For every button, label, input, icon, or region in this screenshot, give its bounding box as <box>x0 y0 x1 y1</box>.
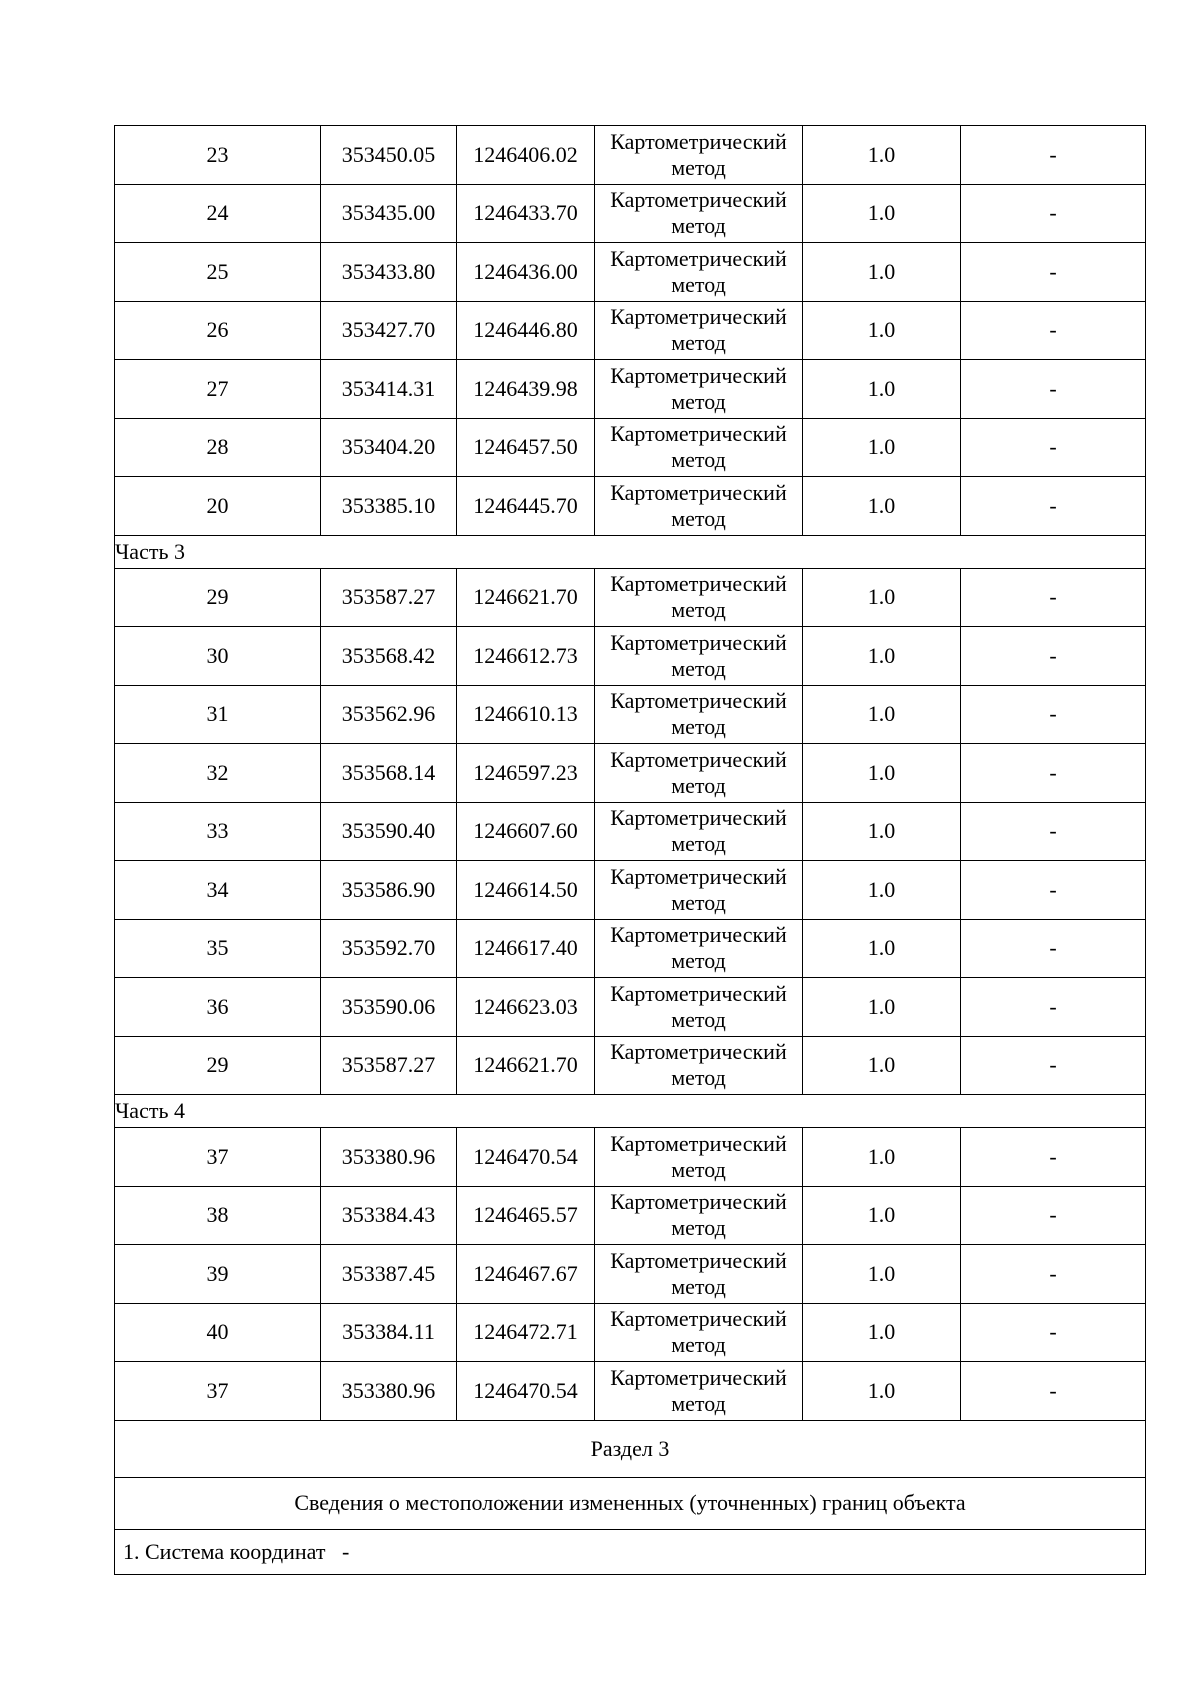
method-line-1: Картометрический <box>610 1306 787 1332</box>
method-line-2: метод <box>671 1065 726 1091</box>
description-cell: - <box>961 568 1146 627</box>
point-number-cell: 39 <box>115 1245 321 1304</box>
x-coordinate-cell: 353568.14 <box>321 744 457 803</box>
accuracy-cell: 1.0 <box>803 126 961 185</box>
accuracy-cell: 1.0 <box>803 1186 961 1245</box>
section-title: Раздел 3 <box>115 1420 1146 1477</box>
y-coordinate-cell: 1246623.03 <box>457 978 595 1037</box>
point-number-cell: 20 <box>115 477 321 536</box>
method-cell <box>595 744 803 803</box>
method-line-2: метод <box>671 213 726 239</box>
table-row <box>115 184 1146 243</box>
table-row <box>115 978 1146 1037</box>
y-coordinate-cell: 1246467.67 <box>457 1245 595 1304</box>
accuracy-cell: 1.0 <box>803 1245 961 1304</box>
method-line-2: метод <box>671 154 726 180</box>
method-line-1: Картометрический <box>610 688 787 714</box>
x-coordinate-cell: 353384.11 <box>321 1303 457 1362</box>
x-coordinate-cell: 353587.27 <box>321 568 457 627</box>
method-line-1: Картометрический <box>610 479 787 505</box>
method-line-1: Картометрический <box>610 1364 787 1390</box>
y-coordinate-cell: 1246439.98 <box>457 360 595 419</box>
point-number-cell: 29 <box>115 568 321 627</box>
method-cell <box>595 126 803 185</box>
point-number-cell: 30 <box>115 627 321 686</box>
y-coordinate-cell: 1246433.70 <box>457 184 595 243</box>
method-line-2: метод <box>671 714 726 740</box>
table-row <box>115 568 1146 627</box>
method-line-2: метод <box>671 831 726 857</box>
y-coordinate-cell: 1246610.13 <box>457 685 595 744</box>
description-cell: - <box>961 243 1146 302</box>
y-coordinate-cell: 1246436.00 <box>457 243 595 302</box>
section-block <box>115 1420 1146 1574</box>
description-cell: - <box>961 919 1146 978</box>
method-line-2: метод <box>671 655 726 681</box>
method-cell <box>595 418 803 477</box>
table-row <box>115 1186 1146 1245</box>
x-coordinate-cell: 353586.90 <box>321 861 457 920</box>
method-line-2: метод <box>671 597 726 623</box>
method-line-1: Картометрический <box>610 245 787 271</box>
y-coordinate-cell: 1246472.71 <box>457 1303 595 1362</box>
x-coordinate-cell: 353435.00 <box>321 184 457 243</box>
description-cell: - <box>961 360 1146 419</box>
method-line-1: Картометрический <box>610 128 787 154</box>
table-row <box>115 126 1146 185</box>
description-cell: - <box>961 744 1146 803</box>
y-coordinate-cell: 1246457.50 <box>457 418 595 477</box>
method-cell <box>595 243 803 302</box>
coordinate-system-label: 1. Система координат - <box>115 1529 1146 1574</box>
method-cell <box>595 301 803 360</box>
method-line-2: метод <box>671 271 726 297</box>
method-cell <box>595 568 803 627</box>
method-line-2: метод <box>671 1332 726 1358</box>
method-cell <box>595 184 803 243</box>
point-number-cell: 24 <box>115 184 321 243</box>
table-row <box>115 243 1146 302</box>
method-line-1: Картометрический <box>610 1130 787 1156</box>
description-cell: - <box>961 802 1146 861</box>
accuracy-cell: 1.0 <box>803 1303 961 1362</box>
table-row <box>115 802 1146 861</box>
table-row <box>115 744 1146 803</box>
method-cell <box>595 1245 803 1304</box>
description-cell: - <box>961 1128 1146 1187</box>
point-number-cell: 31 <box>115 685 321 744</box>
method-line-2: метод <box>671 889 726 915</box>
accuracy-cell: 1.0 <box>803 685 961 744</box>
point-number-cell: 25 <box>115 243 321 302</box>
y-coordinate-cell: 1246607.60 <box>457 802 595 861</box>
accuracy-cell: 1.0 <box>803 978 961 1037</box>
table-row <box>115 1245 1146 1304</box>
y-coordinate-cell: 1246597.23 <box>457 744 595 803</box>
y-coordinate-cell: 1246470.54 <box>457 1128 595 1187</box>
accuracy-cell: 1.0 <box>803 1036 961 1095</box>
point-number-cell: 32 <box>115 744 321 803</box>
method-cell <box>595 1303 803 1362</box>
y-coordinate-cell: 1246621.70 <box>457 568 595 627</box>
table-row <box>115 1036 1146 1095</box>
point-number-cell: 29 <box>115 1036 321 1095</box>
x-coordinate-cell: 353380.96 <box>321 1362 457 1421</box>
description-cell: - <box>961 1362 1146 1421</box>
part-label: Часть 4 <box>115 1095 1146 1128</box>
table-row <box>115 861 1146 920</box>
table-row <box>115 685 1146 744</box>
coordinates-table <box>114 125 1146 1575</box>
method-line-2: метод <box>671 1273 726 1299</box>
description-cell: - <box>961 1186 1146 1245</box>
table-row <box>115 1303 1146 1362</box>
x-coordinate-cell: 353414.31 <box>321 360 457 419</box>
accuracy-cell: 1.0 <box>803 418 961 477</box>
point-number-cell: 23 <box>115 126 321 185</box>
description-cell: - <box>961 1036 1146 1095</box>
y-coordinate-cell: 1246446.80 <box>457 301 595 360</box>
description-cell: - <box>961 1303 1146 1362</box>
method-cell <box>595 978 803 1037</box>
point-number-cell: 28 <box>115 418 321 477</box>
description-cell: - <box>961 184 1146 243</box>
x-coordinate-cell: 353562.96 <box>321 685 457 744</box>
y-coordinate-cell: 1246470.54 <box>457 1362 595 1421</box>
x-coordinate-cell: 353427.70 <box>321 301 457 360</box>
table-row <box>115 477 1146 536</box>
point-number-cell: 33 <box>115 802 321 861</box>
table-row <box>115 919 1146 978</box>
point-number-cell: 26 <box>115 301 321 360</box>
method-line-1: Картометрический <box>610 1247 787 1273</box>
table-row <box>115 627 1146 686</box>
x-coordinate-cell: 353590.40 <box>321 802 457 861</box>
accuracy-cell: 1.0 <box>803 360 961 419</box>
method-cell <box>595 861 803 920</box>
description-cell: - <box>961 685 1146 744</box>
x-coordinate-cell: 353587.27 <box>321 1036 457 1095</box>
description-cell: - <box>961 627 1146 686</box>
point-number-cell: 27 <box>115 360 321 419</box>
accuracy-cell: 1.0 <box>803 627 961 686</box>
method-line-2: метод <box>671 505 726 531</box>
method-cell <box>595 1362 803 1421</box>
point-number-cell: 38 <box>115 1186 321 1245</box>
y-coordinate-cell: 1246465.57 <box>457 1186 595 1245</box>
method-cell <box>595 685 803 744</box>
accuracy-cell: 1.0 <box>803 1362 961 1421</box>
point-number-cell: 37 <box>115 1128 321 1187</box>
x-coordinate-cell: 353404.20 <box>321 418 457 477</box>
point-number-cell: 35 <box>115 919 321 978</box>
x-coordinate-cell: 353384.43 <box>321 1186 457 1245</box>
method-line-1: Картометрический <box>610 922 787 948</box>
method-cell <box>595 1128 803 1187</box>
section-subtitle-row <box>115 1477 1146 1529</box>
x-coordinate-cell: 353433.80 <box>321 243 457 302</box>
accuracy-cell: 1.0 <box>803 477 961 536</box>
description-cell: - <box>961 1245 1146 1304</box>
part-label: Часть 3 <box>115 535 1146 568</box>
method-line-1: Картометрический <box>610 304 787 330</box>
method-line-1: Картометрический <box>610 980 787 1006</box>
method-line-1: Картометрический <box>610 1189 787 1215</box>
part-label-row <box>115 535 1146 568</box>
method-line-2: метод <box>671 447 726 473</box>
coordinate-system-row <box>115 1529 1146 1574</box>
accuracy-cell: 1.0 <box>803 861 961 920</box>
y-coordinate-cell: 1246406.02 <box>457 126 595 185</box>
table-row <box>115 418 1146 477</box>
point-number-cell: 34 <box>115 861 321 920</box>
x-coordinate-cell: 353385.10 <box>321 477 457 536</box>
method-cell <box>595 1186 803 1245</box>
section-title-row <box>115 1420 1146 1477</box>
description-cell: - <box>961 301 1146 360</box>
method-line-1: Картометрический <box>610 187 787 213</box>
method-line-1: Картометрический <box>610 746 787 772</box>
x-coordinate-cell: 353387.45 <box>321 1245 457 1304</box>
method-line-1: Картометрический <box>610 362 787 388</box>
y-coordinate-cell: 1246621.70 <box>457 1036 595 1095</box>
y-coordinate-cell: 1246445.70 <box>457 477 595 536</box>
table-row <box>115 1362 1146 1421</box>
method-line-1: Картометрический <box>610 629 787 655</box>
method-cell <box>595 919 803 978</box>
method-cell <box>595 477 803 536</box>
accuracy-cell: 1.0 <box>803 184 961 243</box>
accuracy-cell: 1.0 <box>803 1128 961 1187</box>
description-cell: - <box>961 861 1146 920</box>
accuracy-cell: 1.0 <box>803 243 961 302</box>
method-line-2: метод <box>671 1390 726 1416</box>
method-line-1: Картометрический <box>610 1039 787 1065</box>
x-coordinate-cell: 353568.42 <box>321 627 457 686</box>
method-line-1: Картометрический <box>610 805 787 831</box>
accuracy-cell: 1.0 <box>803 568 961 627</box>
x-coordinate-cell: 353380.96 <box>321 1128 457 1187</box>
x-coordinate-cell: 353590.06 <box>321 978 457 1037</box>
method-line-2: метод <box>671 1006 726 1032</box>
description-cell: - <box>961 477 1146 536</box>
accuracy-cell: 1.0 <box>803 919 961 978</box>
point-number-cell: 37 <box>115 1362 321 1421</box>
method-cell <box>595 360 803 419</box>
method-line-2: метод <box>671 772 726 798</box>
x-coordinate-cell: 353592.70 <box>321 919 457 978</box>
accuracy-cell: 1.0 <box>803 802 961 861</box>
y-coordinate-cell: 1246617.40 <box>457 919 595 978</box>
table-body <box>115 126 1146 1421</box>
accuracy-cell: 1.0 <box>803 301 961 360</box>
table-row <box>115 301 1146 360</box>
point-number-cell: 40 <box>115 1303 321 1362</box>
method-cell <box>595 1036 803 1095</box>
description-cell: - <box>961 418 1146 477</box>
method-cell <box>595 627 803 686</box>
method-line-2: метод <box>671 1156 726 1182</box>
y-coordinate-cell: 1246614.50 <box>457 861 595 920</box>
method-line-2: метод <box>671 948 726 974</box>
table-row <box>115 1128 1146 1187</box>
method-cell <box>595 802 803 861</box>
y-coordinate-cell: 1246612.73 <box>457 627 595 686</box>
accuracy-cell: 1.0 <box>803 744 961 803</box>
method-line-1: Картометрический <box>610 863 787 889</box>
table-row <box>115 360 1146 419</box>
method-line-1: Картометрический <box>610 421 787 447</box>
section-subtitle: Сведения о местоположении измененных (уточненных) границ объекта <box>115 1477 1146 1529</box>
x-coordinate-cell: 353450.05 <box>321 126 457 185</box>
method-line-2: метод <box>671 330 726 356</box>
method-line-1: Картометрический <box>610 571 787 597</box>
description-cell: - <box>961 126 1146 185</box>
description-cell: - <box>961 978 1146 1037</box>
method-line-2: метод <box>671 1215 726 1241</box>
part-label-row <box>115 1095 1146 1128</box>
point-number-cell: 36 <box>115 978 321 1037</box>
method-line-2: метод <box>671 388 726 414</box>
